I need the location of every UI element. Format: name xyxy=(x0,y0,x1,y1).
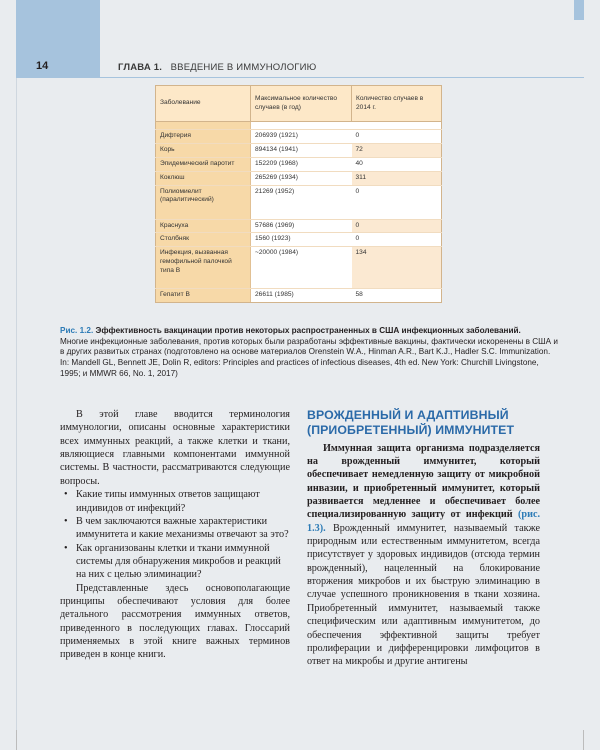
table-row xyxy=(156,157,442,171)
right-column xyxy=(307,408,540,669)
lead-text: Иммунная защита организма подразделяется на врожденный иммунитет, который обеспечивает немедленную защиту от микробной инвазии, и приобретенный иммунитет, который развивается медленнее и обеспечивает более специализированную защиту от инфекций xyxy=(307,442,540,521)
table-row xyxy=(156,143,442,157)
cases-2014-cell: 58 xyxy=(352,289,442,303)
table-row xyxy=(156,233,442,247)
table-row xyxy=(156,185,442,219)
cases-2014-cell: 134 xyxy=(352,247,442,289)
question-list xyxy=(60,488,290,582)
max-cases-cell: 894134 (1941) xyxy=(251,143,352,157)
cases-2014-cell: 0 xyxy=(352,185,442,219)
max-cases-cell: 57686 (1969) xyxy=(251,219,352,233)
lead-paragraph xyxy=(307,442,540,669)
max-cases-cell: 26611 (1985) xyxy=(251,289,352,303)
cases-2014-cell: 40 xyxy=(352,157,442,171)
list-item: • Как организованы клетки и ткани иммунной системы для обнаружения микробов и реакций на них с целью элиминации? xyxy=(60,542,290,582)
cases-2014-cell: 0 xyxy=(352,130,442,144)
page-number: 14 xyxy=(36,60,49,72)
max-cases-cell: 265269 (1934) xyxy=(251,171,352,185)
disease-cell: Коклюш xyxy=(156,171,251,185)
margin-line xyxy=(16,78,17,750)
table-header-cell: Заболевание xyxy=(156,86,251,122)
crop-mark xyxy=(16,730,17,750)
disease-cell: Инфекция, вызванная гемофильной палочкой типа B xyxy=(156,247,251,289)
body-text: Врожденный иммунитет, называемый также природным или естественным иммунитетом, всегда присутствует у здоровых индивидов (отсюда термин врожденный), нацеленный на блокирование вторжения микробов и их быструю элиминацию в случае успешного проникновения в ткани хозяина. Приобретенный иммунитет, называемый также специфическим или адаптивным иммунитетом, до обеспечения эффективной защиты требует пролиферации и дифференцировки лимфоцитов в ответ на микробы и другие антигены xyxy=(307,522,540,668)
table-header-row xyxy=(156,86,442,122)
header-color-block xyxy=(16,0,100,78)
chapter-label: ГЛАВА 1. xyxy=(118,62,163,73)
disease-cell: Столбняк xyxy=(156,233,251,247)
vaccination-table xyxy=(155,85,442,303)
disease-cell: Полиомиелит (паралитический) xyxy=(156,185,251,219)
figure-caption xyxy=(60,326,560,379)
table-header-cell: Максимальное количество случаев (в год) xyxy=(251,86,352,122)
figure-reference-link[interactable]: (рис. 1.3). xyxy=(307,509,541,534)
list-item: • В чем заключаются важные характеристики иммунитета и какие механизмы отвечают за это? xyxy=(60,515,290,542)
max-cases-cell: ~20000 (1984) xyxy=(251,247,352,289)
max-cases-cell: 152209 (1968) xyxy=(251,157,352,171)
intro-paragraph: В этой главе вводится терминология иммунологии, описаны основные характеристики всех иммунных реакций, а также клетки и ткани, являющиеся главными компонентами иммунной системы. В частности, рассматриваются следующие вопросы. xyxy=(60,409,290,487)
table-row xyxy=(156,247,442,289)
list-item: • Какие типы иммунных ответов защищают индивидов от инфекций? xyxy=(60,488,290,515)
table-row xyxy=(156,219,442,233)
disease-cell: Дифтерия xyxy=(156,130,251,144)
table-header-cell: Количество случаев в 2014 г. xyxy=(352,86,442,122)
header-rule xyxy=(100,77,584,78)
cases-2014-cell: 0 xyxy=(352,219,442,233)
max-cases-cell: 21269 (1952) xyxy=(251,185,352,219)
outro-paragraph: Представленные здесь основополагающие принципы обеспечивают условия для более детального рассмотрения иммунных ответов, приведенного в последующих главах. Глоссарий применяемых в этой книге важных терминов приведен в конце книги. xyxy=(60,582,290,661)
caption-title-line xyxy=(60,326,560,337)
max-cases-cell: 1560 (1923) xyxy=(251,233,352,247)
running-header xyxy=(118,62,316,73)
table-row xyxy=(156,130,442,144)
figure-label: Рис. 1.2. xyxy=(60,326,94,335)
disease-cell: Корь xyxy=(156,143,251,157)
disease-cell: Эпидемический паротит xyxy=(156,157,251,171)
cases-2014-cell: 311 xyxy=(352,171,442,185)
header-corner-block xyxy=(574,0,584,20)
table-spacer xyxy=(156,122,442,130)
disease-cell: Гепатит B xyxy=(156,289,251,303)
caption-title: Эффективность вакцинации против некоторых распространенных в США инфекционных заболеваний. xyxy=(95,326,521,335)
table-row xyxy=(156,289,442,303)
crop-mark xyxy=(583,730,584,750)
chapter-title: ВВЕДЕНИЕ В ИММУНОЛОГИЮ xyxy=(170,62,317,73)
table-row xyxy=(156,171,442,185)
disease-cell: Краснуха xyxy=(156,219,251,233)
left-column xyxy=(60,408,290,662)
section-heading: ВРОЖДЕННЫЙ И АДАПТИВНЫЙ (ПРИОБРЕТЕННЫЙ) ИММУНИТЕТ xyxy=(307,408,515,437)
cases-2014-cell: 72 xyxy=(352,143,442,157)
caption-body: Многие инфекционные заболевания, против которых были разработаны эффективные вакцины, фактически искоренены в США и в других развитых странах (подготовлено на основе материалов Orenstein W.A., Hinman A.R., Bart K.J., Hadler S.C. Immunization. In: Mandell GL, Bennett JE, Dolin R, editors: Principles and practices of infectious diseases, 4th ed. New York: Churchill Livingstone, 1995; и MMWR 66, No. 1, 2017) xyxy=(60,336,558,378)
max-cases-cell: 206939 (1921) xyxy=(251,130,352,144)
cases-2014-cell: 0 xyxy=(352,233,442,247)
